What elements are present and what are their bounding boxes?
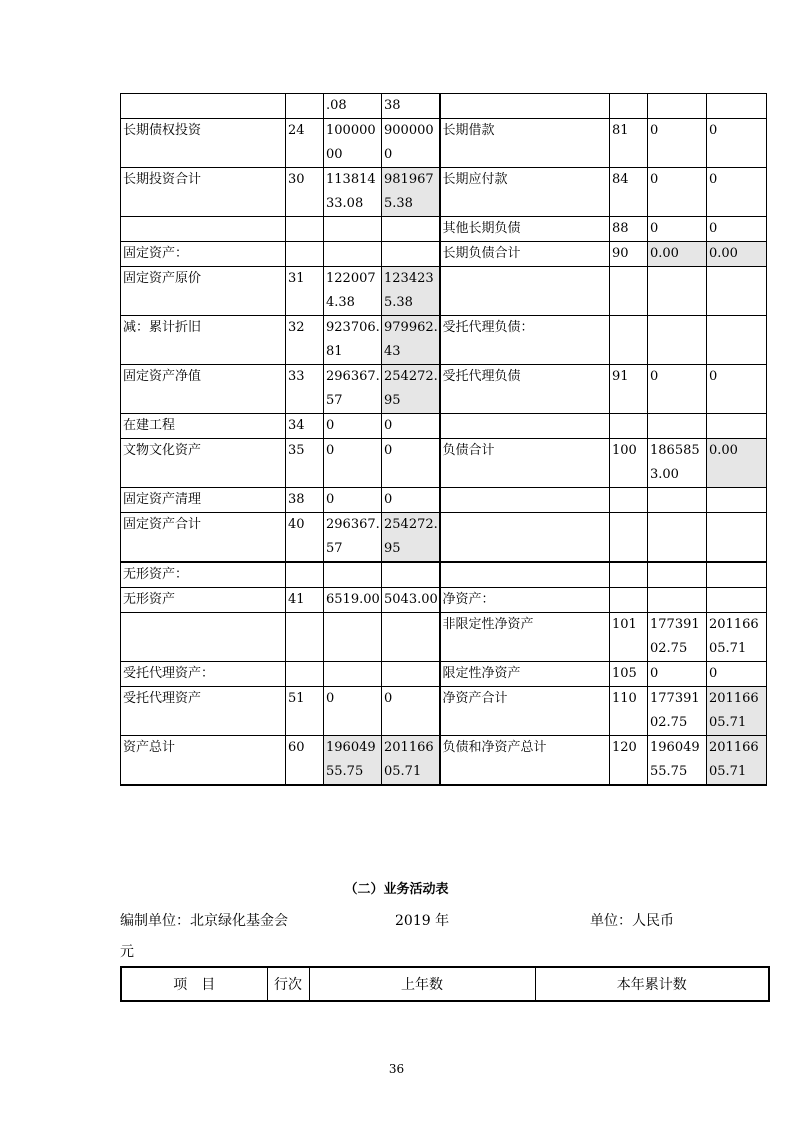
cell-liab-item: 非限定性净资产	[440, 613, 610, 662]
cell-opening: 19604955.75	[324, 736, 382, 786]
header-row-no: 行次	[267, 967, 309, 1001]
cell-item: 在建工程	[121, 414, 286, 439]
cell-liab-item	[440, 94, 610, 119]
cell-closing: 0	[382, 488, 440, 513]
cell-liab-item: 长期应付款	[440, 168, 610, 217]
currency-unit-continued: 元	[120, 944, 134, 960]
cell-liab-row-no: 105	[610, 662, 648, 687]
cell-liab-row-no	[610, 488, 648, 513]
cell-liab-closing: 20116605.71	[707, 736, 767, 786]
cell-liab-closing	[707, 563, 767, 588]
cell-closing: 38	[382, 94, 440, 119]
cell-closing: 0	[382, 414, 440, 439]
cell-liab-closing	[707, 414, 767, 439]
cell-liab-closing: 0	[707, 168, 767, 217]
cell-liab-opening: 17739102.75	[648, 613, 707, 662]
cell-row-no: 38	[286, 488, 324, 513]
header-item: 项 目	[121, 967, 267, 1001]
cell-row-no: 30	[286, 168, 324, 217]
cell-liab-closing	[707, 488, 767, 513]
balance-row	[121, 242, 767, 267]
balance-row	[121, 217, 767, 242]
cell-opening: 923706.81	[324, 316, 382, 365]
balance-row	[121, 736, 767, 786]
cell-liab-row-no	[610, 94, 648, 119]
cell-closing	[382, 563, 440, 588]
cell-closing	[382, 217, 440, 242]
cell-item: 资产总计	[121, 736, 286, 786]
cell-liab-opening	[648, 316, 707, 365]
cell-liab-closing: 0	[707, 365, 767, 414]
cell-liab-opening	[648, 267, 707, 316]
cell-closing: 979962.43	[382, 316, 440, 365]
cell-liab-row-no: 120	[610, 736, 648, 786]
cell-closing: 20116605.71	[382, 736, 440, 786]
cell-liab-item	[440, 563, 610, 588]
cell-closing: 0	[382, 687, 440, 736]
page-number: 36	[388, 1062, 405, 1076]
cell-closing: 0	[382, 439, 440, 488]
cell-liab-opening: 17739102.75	[648, 687, 707, 736]
balance-row	[121, 687, 767, 736]
cell-closing	[382, 242, 440, 267]
cell-item	[121, 94, 286, 119]
cell-opening	[324, 217, 382, 242]
balance-row	[121, 588, 767, 613]
balance-row	[121, 662, 767, 687]
cell-liab-row-no: 101	[610, 613, 648, 662]
cell-liab-row-no: 110	[610, 687, 648, 736]
cell-row-no: 40	[286, 513, 324, 562]
cell-liab-item: 长期借款	[440, 119, 610, 168]
section-title: （二）业务活动表	[344, 882, 449, 897]
cell-closing: 254272.95	[382, 365, 440, 414]
header-current-year: 本年累计数	[535, 967, 769, 1001]
cell-item: 固定资产净值	[121, 365, 286, 414]
cell-item: 减：累计折旧	[121, 316, 286, 365]
balance-row	[121, 119, 767, 168]
cell-liab-closing: 20116605.71	[707, 687, 767, 736]
cell-item: 受托代理资产	[121, 687, 286, 736]
balance-row	[121, 513, 767, 562]
cell-liab-item	[440, 513, 610, 562]
cell-liab-row-no: 88	[610, 217, 648, 242]
cell-closing: 5043.00	[382, 588, 440, 613]
balance-row	[121, 94, 767, 119]
cell-row-no	[286, 217, 324, 242]
cell-liab-closing	[707, 316, 767, 365]
cell-closing	[382, 662, 440, 687]
cell-row-no: 51	[286, 687, 324, 736]
balance-row	[121, 365, 767, 414]
balance-sheet-table	[120, 93, 767, 786]
cell-opening	[324, 242, 382, 267]
balance-row	[121, 316, 767, 365]
cell-liab-opening: 0.00	[648, 242, 707, 267]
header-last-year: 上年数	[309, 967, 535, 1001]
cell-closing	[382, 613, 440, 662]
cell-item: 长期投资合计	[121, 168, 286, 217]
cell-opening: 11381433.08	[324, 168, 382, 217]
balance-row	[121, 439, 767, 488]
cell-row-no: 33	[286, 365, 324, 414]
cell-liab-item: 其他长期负债	[440, 217, 610, 242]
cell-opening: 1220074.38	[324, 267, 382, 316]
balance-row	[121, 563, 767, 588]
cell-opening: 0	[324, 439, 382, 488]
balance-row	[121, 613, 767, 662]
cell-opening: 6519.00	[324, 588, 382, 613]
balance-row	[121, 168, 767, 217]
cell-liab-row-no	[610, 316, 648, 365]
cell-liab-row-no: 84	[610, 168, 648, 217]
cell-opening: 0	[324, 687, 382, 736]
cell-row-no: 41	[286, 588, 324, 613]
cell-row-no: 32	[286, 316, 324, 365]
cell-liab-closing: 20116605.71	[707, 613, 767, 662]
cell-closing: 9000000	[382, 119, 440, 168]
cell-closing: 1234235.38	[382, 267, 440, 316]
cell-liab-row-no	[610, 414, 648, 439]
cell-liab-opening: 1865853.00	[648, 439, 707, 488]
cell-opening: 0	[324, 414, 382, 439]
cell-liab-opening: 0	[648, 119, 707, 168]
cell-item: 固定资产原价	[121, 267, 286, 316]
cell-liab-row-no: 91	[610, 365, 648, 414]
cell-opening: 296367.57	[324, 365, 382, 414]
cell-liab-item: 受托代理负债	[440, 365, 610, 414]
balance-sheet-body	[121, 94, 767, 786]
cell-liab-closing: 0	[707, 119, 767, 168]
cell-liab-opening: 19604955.75	[648, 736, 707, 786]
cell-liab-opening	[648, 94, 707, 119]
cell-liab-item: 负债和净资产总计	[440, 736, 610, 786]
cell-row-no	[286, 242, 324, 267]
cell-liab-row-no	[610, 267, 648, 316]
cell-closing: 254272.95	[382, 513, 440, 562]
cell-item: 长期债权投资	[121, 119, 286, 168]
cell-liab-opening: 0	[648, 217, 707, 242]
cell-liab-opening	[648, 488, 707, 513]
cell-liab-row-no: 100	[610, 439, 648, 488]
cell-liab-closing	[707, 588, 767, 613]
cell-row-no: 34	[286, 414, 324, 439]
cell-opening	[324, 563, 382, 588]
activity-header-row	[121, 967, 769, 1001]
cell-liab-item: 净资产合计	[440, 687, 610, 736]
activity-table	[120, 966, 770, 1002]
cell-liab-item	[440, 267, 610, 316]
cell-item	[121, 217, 286, 242]
cell-row-no: 60	[286, 736, 324, 786]
cell-liab-opening: 0	[648, 168, 707, 217]
cell-liab-closing	[707, 513, 767, 562]
cell-opening: 10000000	[324, 119, 382, 168]
currency-unit: 单位：人民币	[590, 913, 674, 929]
cell-opening	[324, 613, 382, 662]
cell-item: 固定资产清理	[121, 488, 286, 513]
cell-row-no: 24	[286, 119, 324, 168]
cell-liab-row-no: 90	[610, 242, 648, 267]
cell-row-no: 35	[286, 439, 324, 488]
cell-liab-closing: 0.00	[707, 242, 767, 267]
cell-liab-row-no: 81	[610, 119, 648, 168]
cell-opening	[324, 662, 382, 687]
cell-item: 文物文化资产	[121, 439, 286, 488]
cell-liab-opening	[648, 414, 707, 439]
cell-item: 无形资产	[121, 588, 286, 613]
cell-liab-opening: 0	[648, 662, 707, 687]
report-year: 2019 年	[395, 913, 450, 929]
cell-item: 无形资产：	[121, 563, 286, 588]
cell-row-no: 31	[286, 267, 324, 316]
cell-item: 固定资产合计	[121, 513, 286, 562]
cell-liab-row-no	[610, 588, 648, 613]
cell-liab-closing: 0	[707, 217, 767, 242]
cell-row-no	[286, 563, 324, 588]
cell-item: 固定资产：	[121, 242, 286, 267]
cell-row-no	[286, 662, 324, 687]
cell-row-no	[286, 94, 324, 119]
cell-liab-closing: 0.00	[707, 439, 767, 488]
cell-liab-opening: 0	[648, 365, 707, 414]
cell-liab-item: 受托代理负债：	[440, 316, 610, 365]
cell-liab-item	[440, 414, 610, 439]
balance-row	[121, 414, 767, 439]
cell-opening: 0	[324, 488, 382, 513]
cell-closing: 9819675.38	[382, 168, 440, 217]
compiler-unit: 编制单位：北京绿化基金会	[120, 913, 288, 929]
cell-liab-item	[440, 488, 610, 513]
cell-opening: 296367.57	[324, 513, 382, 562]
cell-liab-opening	[648, 513, 707, 562]
cell-liab-opening	[648, 588, 707, 613]
cell-liab-row-no	[610, 563, 648, 588]
cell-liab-item: 净资产：	[440, 588, 610, 613]
cell-liab-item: 限定性净资产	[440, 662, 610, 687]
cell-liab-closing: 0	[707, 662, 767, 687]
cell-liab-closing	[707, 94, 767, 119]
cell-liab-row-no	[610, 513, 648, 562]
cell-liab-item: 长期负债合计	[440, 242, 610, 267]
cell-row-no	[286, 613, 324, 662]
cell-liab-item: 负债合计	[440, 439, 610, 488]
balance-row	[121, 267, 767, 316]
cell-item: 受托代理资产：	[121, 662, 286, 687]
balance-row	[121, 488, 767, 513]
cell-item	[121, 613, 286, 662]
cell-liab-closing	[707, 267, 767, 316]
cell-opening: .08	[324, 94, 382, 119]
cell-liab-opening	[648, 563, 707, 588]
